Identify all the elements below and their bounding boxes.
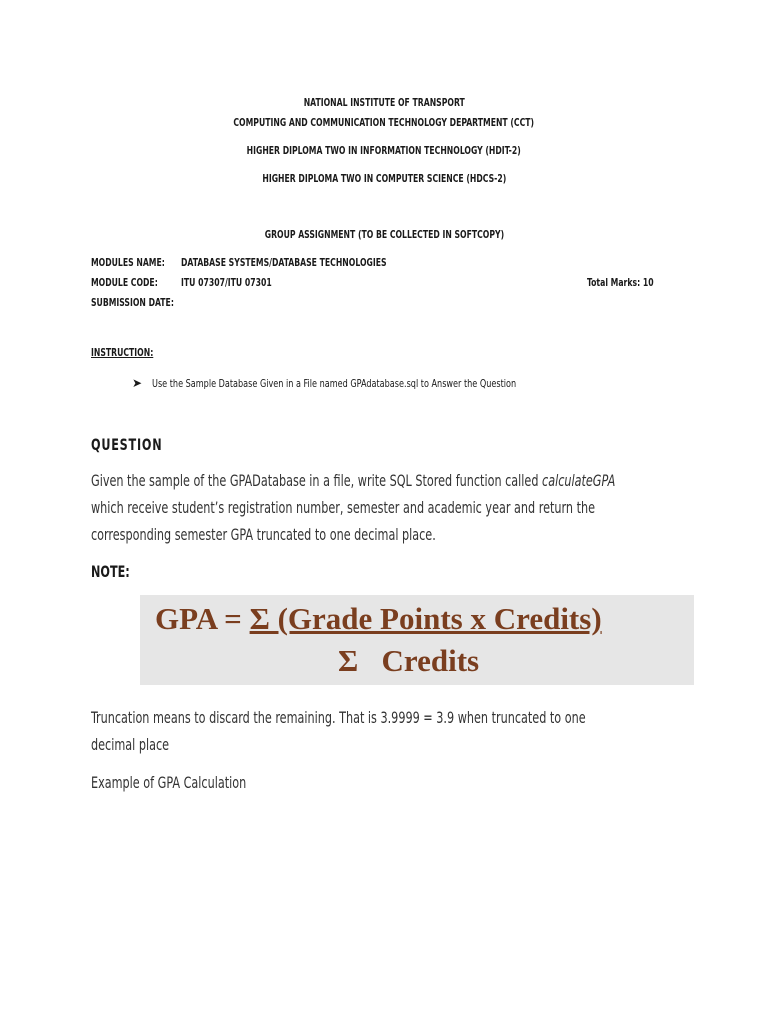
institute-title: NATIONAL INSTITUTE OF TRANSPORT xyxy=(303,96,465,109)
module-code-value: ITU 07307/ITU 07301 xyxy=(181,276,272,289)
note-heading: NOTE: xyxy=(91,562,130,581)
truncation-line-2: decimal place xyxy=(91,735,170,754)
gpa-formula-box xyxy=(140,595,694,685)
example-heading: Example of GPA Calculation xyxy=(91,773,247,792)
assignment-title: GROUP ASSIGNMENT (TO BE COLLECTED IN SOFTCOPY) xyxy=(264,228,504,241)
formula-numerator-line xyxy=(155,601,602,637)
instruction-bullet xyxy=(132,376,596,390)
function-name: calculateGPA xyxy=(542,471,616,490)
department-title: COMPUTING AND COMMUNICATION TECHNOLOGY DEPARTMENT (CCT) xyxy=(233,116,535,129)
program-hdcs-title: HIGHER DIPLOMA TWO IN COMPUTER SCIENCE (HDCS-2) xyxy=(262,172,506,185)
formula-lhs: GPA = xyxy=(155,601,250,636)
question-line-3: corresponding semester GPA truncated to one decimal place. xyxy=(91,525,436,544)
program-hdit-title: HIGHER DIPLOMA TWO IN INFORMATION TECHNOLOGY (HDIT-2) xyxy=(246,144,522,157)
arrow-bullet-icon: ➤ xyxy=(132,376,143,390)
question-line-2: which receive student’s registration number, semester and academic year and return the xyxy=(91,498,596,517)
submission-date-label: SUBMISSION DATE: xyxy=(91,296,174,309)
question-line-1 xyxy=(91,471,615,490)
modules-name-label: MODULES NAME: xyxy=(91,256,165,269)
formula-denominator: Σ Credits xyxy=(338,643,480,678)
truncation-line-1: Truncation means to discard the remaining. That is 3.9999 = 3.9 when truncated to one xyxy=(91,708,586,727)
formula-numerator: Σ (Grade Points x Credits) xyxy=(249,601,602,636)
modules-name-value: DATABASE SYSTEMS/DATABASE TECHNOLOGIES xyxy=(181,256,387,269)
instruction-bullet-text: Use the Sample Database Given in a File named GPAdatabase.sql to Answer the Question xyxy=(152,376,517,390)
module-code-label: MODULE CODE: xyxy=(91,276,158,289)
total-marks: Total Marks: 10 xyxy=(587,276,654,289)
instruction-heading: INSTRUCTION: xyxy=(91,346,154,359)
question-line-1-text: Given the sample of the GPADatabase in a file, write SQL Stored function called xyxy=(91,471,543,490)
question-heading: QUESTION xyxy=(91,435,163,454)
